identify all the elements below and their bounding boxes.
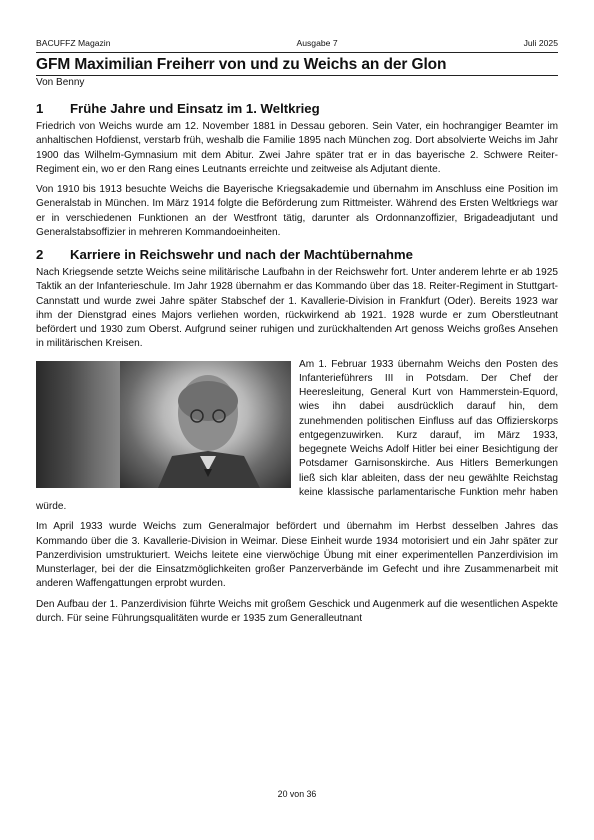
- section-heading-2: [36, 246, 558, 263]
- photo-officer-left: [36, 361, 121, 488]
- section-title: Karriere in Reichswehr und nach der Machtübernahme: [70, 247, 413, 262]
- photo-weichs-portrait: [120, 361, 291, 488]
- issue-date: Juli 2025: [523, 38, 558, 48]
- paragraph: Den Aufbau der 1. Panzerdivision führte Weichs mit großem Geschick und Augenmerk auf die wesentlichen Aspekte durch. Für seine Führungsqualitäten wurde er 1935 zum Generalleutnant: [36, 598, 558, 624]
- paragraph: Von 1910 bis 1913 besuchte Weichs die Bayerische Kriegsakademie und übernahm im Anschluss eine Position im Generalstab in München. Im März 1914 folgte die Beförderung zum Rittmeister. Während des Ersten Weltkriegs war er in verschiedenen Funktionen an der Westfront tätig, darunter als Ordonnanzoffizier, Brigadeadjutant und Generalstabsoffizier in mehreren Kommandoeinheiten.: [36, 184, 558, 238]
- portrait-figure-icon: [120, 361, 291, 488]
- paragraph: Im April 1933 wurde Weichs zum Generalmajor befördert und übernahm im Herbst desselben Jahres das Kommando über die 3. Kavallerie-Division in Weimar. Diese Einheit wurde 1934 motorisiert und ein Jahr später zur Panzerdivision umstrukturiert. Weichs leitete eine vierwöchige Übung mit einer experimentellen Panzerdivision im Munsterlager, bei der die Einsatzmöglichkeiten großer Panzerverbände im Gefecht und ihre Zusammenarbeit mit anderen Waffengattungen erprobt wurden.: [36, 521, 558, 590]
- page-header: [36, 38, 558, 48]
- issue-number: Ausgabe 7: [296, 38, 338, 48]
- paragraph: Nach Kriegsende setzte Weichs seine militärische Laufbahn in der Reichswehr fort. Unter anderem lehrte er ab 1925 Taktik an der Infanterieschule. Im Jahr 1928 übernahm er das Kommando über das 18. Reiter-Regiment in Stuttgart-Cannstatt und wurde zwei Jahre später Stabschef der 1. Kavallerie-Division in Frankfurt (Oder). Bereits 1923 war ihm der Dienstgrad eines Majors verliehen worden, rückwirkend ab 1921. 1928 wurde er zum Oberstleutnant befördert und 1930 zum Oberst. Aufgrund seiner ruhigen und zurückhaltenden Art genoss Weichs großes Ansehen in militärischen Kreisen.: [36, 267, 558, 350]
- paragraph: Friedrich von Weichs wurde am 12. November 1881 in Dessau geboren. Sein Vater, ein hochrangiger Beamter im anhaltischen Hofdienst, verstarb früh, weshalb die Familie 1895 nach München zog. Dort absolvierte Weichs im Jahr 1900 das Wilhelm-Gymnasium mit dem Abitur. Zwei Jahre später trat er in das bayerische 2. Schwere Reiter-Regiment ein, wo er den Rang eines Leutnants erreichte und zeitweise als Adjutant diente.: [36, 121, 558, 175]
- article-author: Von Benny: [36, 75, 558, 88]
- article-title: GFM Maximilian Freiherr von und zu Weichs an der Glon: [36, 52, 558, 74]
- page-number: 20 von 36: [277, 789, 317, 799]
- magazine-name: BACUFFZ Magazin: [36, 38, 111, 48]
- portrait-photo: [36, 361, 291, 488]
- section-title: Frühe Jahre und Einsatz im 1. Weltkrieg: [70, 101, 320, 116]
- paragraph-with-photo: [36, 358, 558, 515]
- article-body: [36, 100, 558, 632]
- paragraph-text: Am 1. Februar 1933 übernahm Weichs den Posten des Infanterieführers III in Potsdam. Der Chef der Heeresleitung, General Kurt von Hammerstein-Equord, wies ihn dabei ausdrücklich darauf hin, dem zunehmenden politischen Einfluss auf das Offizierskorps entgegenzuwirken. Kurz darauf, im März 1933, begegnete Weichs Adolf Hitler bei einer Besichtigung der Potsdamer Garnisonskirche. Aus Hitlers Bemerkungen ließ sich klar ableiten, dass der neu gewählte Reichstag keine klassische parlamentarische Funktion mehr haben würde.: [36, 358, 558, 512]
- section-heading-1: [36, 100, 558, 117]
- section-number: 1: [36, 101, 44, 116]
- section-number: 2: [36, 247, 44, 262]
